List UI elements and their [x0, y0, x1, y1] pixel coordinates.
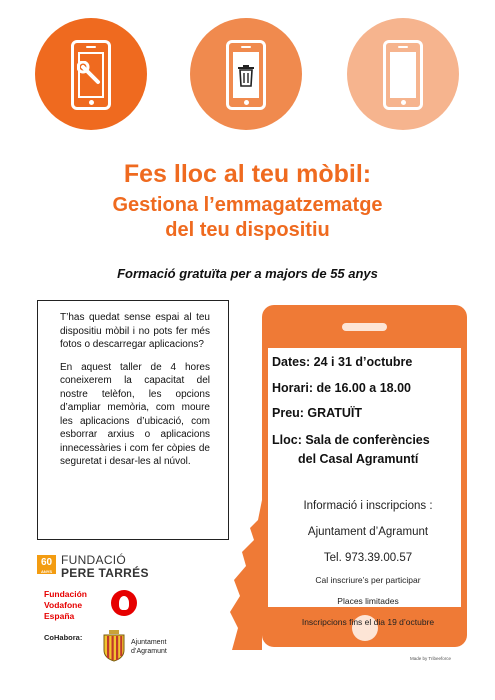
description-box: [37, 300, 229, 540]
wrench-phone-icon: [71, 40, 111, 110]
fv-line-2: Vodafone: [44, 600, 83, 610]
fv-line-3: España: [44, 611, 75, 621]
blank-phone-icon: [383, 40, 423, 110]
page-subtitle: [0, 193, 495, 243]
circle-clean: [190, 18, 302, 130]
subtitle-line-2: del teu dispositiu: [165, 219, 330, 241]
audience-text: Formació gratuïta per a majors de 55 anys: [117, 266, 378, 281]
event-place-1: Lloc: Sala de conferències: [272, 433, 430, 447]
agramunt-shield-icon: [101, 628, 127, 662]
event-dates: Dates: 24 i 31 d’octubre: [272, 355, 413, 369]
fv-line-1: Fundación: [44, 589, 87, 599]
contact-note-1: Cal inscriure’s per participar: [315, 575, 421, 585]
contact-note-3: Inscripcions fins el dia 19 d’octubre: [301, 617, 435, 627]
vodafone-logo-icon: [111, 590, 137, 616]
ajuntament-line-2: d’Agramunt: [131, 648, 167, 655]
page-title: Fes lloc al teu mòbil:: [123, 160, 372, 188]
description-paragraph-2: En aquest taller de 4 hores coneixerem la capacitat del nostre telèfon, les opcions d’ampliar memòria, com moure les aplicacions d’ubicació, com esborrar arxius o aplicacions innecessàries i com fer còpies de seguretat i desar-les al núvol.: [60, 361, 210, 467]
contact-info: Informació i inscripcions :: [303, 500, 433, 512]
contact-phone: Tel. 973.39.00.57: [323, 552, 413, 564]
trash-phone-icon: [226, 40, 266, 110]
event-price: Preu: GRATUÏT: [272, 406, 363, 420]
fpt-name-line-2: PERE TARRÉS: [61, 566, 149, 580]
speaker: [342, 323, 387, 331]
fpt-badge-number: 60: [40, 557, 53, 568]
contact-org: Ajuntament d’Agramunt: [307, 526, 429, 538]
circle-empty: [347, 18, 459, 130]
subtitle-line-1: Gestiona l’emmagatzematge: [112, 194, 383, 216]
fpt-badge-sub: ANYS: [40, 569, 53, 574]
fpt-60-anys-logo: [37, 555, 56, 574]
fpt-name-line-1: FUNDACIÓ: [61, 553, 127, 567]
ajuntament-line-1: Ajuntament: [131, 639, 167, 646]
contact-note-2: Places limitades: [337, 596, 399, 606]
description-paragraph-1: T’has quedat sense espai al teu dispositiu mòbil i no pots fer més fotos o descarregar aplicacions?: [60, 312, 210, 350]
made-by-credit: Made by Tribeeforce: [410, 656, 452, 661]
circle-repair: [35, 18, 147, 130]
event-schedule: Horari: de 16.00 a 18.00: [272, 381, 411, 395]
event-place-2: del Casal Agramuntí: [298, 452, 419, 466]
collab-label: CoHabora:: [44, 633, 83, 642]
